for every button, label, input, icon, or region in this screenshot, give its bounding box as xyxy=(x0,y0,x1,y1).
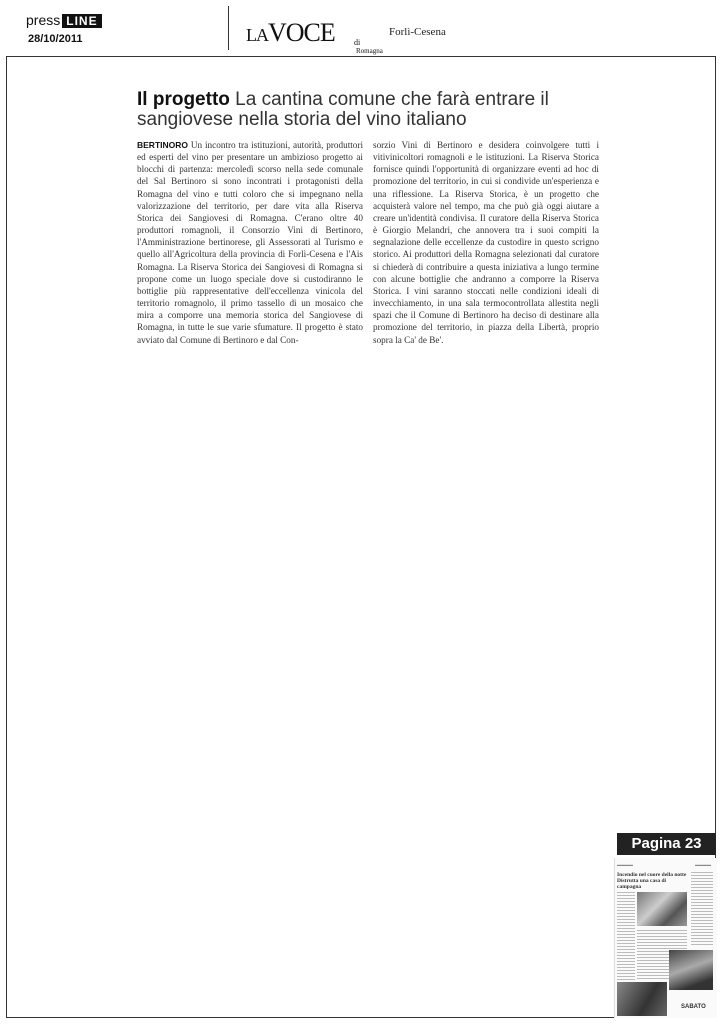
article-title xyxy=(137,90,587,130)
newspaper-logo xyxy=(246,18,383,55)
clipping-header xyxy=(0,0,724,54)
page-number-badge: Pagina 23 xyxy=(617,833,716,855)
logo-voce: VOCE xyxy=(268,18,335,47)
thumb-header-left: ▬▬▬▬ xyxy=(617,862,633,867)
column-2-text: sorzio Vini di Bertinoro e desidera coinvolgere tutti i vitivinicoltori romagnoli e le istituzioni. La Riserva Storica fornisce quindi l'opportunità di organizzare eventi ad hoc di promozione del territorio, in cui si condivide un'esperienza e una riflessione. La Riserva Storica, è un progetto che acquisterà valore nel tempo, ma che può già oggi aiutare a creare un'identità condivisa. Il curatore della Riserva Storica è Giorgio Melandri, che annovera tra i suoi compiti la segnalazione delle eccellenze da custodire in questo scrigno storico. Ai produttori della Romagna selezionati dal curatore si chiederà di contribuire a questa iniziativa a lungo termine con alcune bottiglie che andranno a comporre la Riserva Storica. I vini saranno stoccati nelle condizioni ideali di invecchiamento, in una sala termocontrollata allestita negli spazi che il Comune di Bertinoro ha deciso di destinare alla promozione del territorio, in piazza della Libertà, proprio sopra la Ca' de Be'. xyxy=(373,140,599,345)
logo-la: LA xyxy=(246,25,268,45)
press-text: press xyxy=(26,12,61,28)
pressline-logo xyxy=(26,12,102,28)
title-text: La cantina comune che farà entrare il sangiovese nella storia del vino italiano xyxy=(137,89,549,130)
title-kicker: Il progetto xyxy=(137,89,230,110)
logo-di: di xyxy=(354,38,361,47)
article-column-2 xyxy=(373,139,599,346)
article-column-1 xyxy=(137,139,363,346)
thumb-header-right: ▬▬▬▬ xyxy=(695,862,711,867)
thumb-title: Incendio nel cuore della notte Distrutta una casa di campagna xyxy=(617,872,687,890)
header-divider xyxy=(228,6,229,50)
column-1-text: Un incontro tra istituzioni, autorità, produttori ed esperti del vino per presentare un ambizioso progetto ai blocchi di partenza: mercoledì scorso nella sede comunale del Sal Bertinoro si sono incontrati i protagonisti della Romagna del vino e tutti coloro che si impegnano nella valorizzazione del territorio, per dare vita alla Riserva Storica dei Sangiovesi di Romagna. C'erano oltre 40 produttori romagnoli, il Consorzio Vini di Bertinoro, l'Amministrazione bertinorese, gli Assessorati al Turismo e quello all'Agricoltura della provincia di Forlì-Cesena e l'Ais Romagna. La Riserva Storica dei Sangiovesi di Romagna si propone come un luogo speciale dove si custodiranno le bottiglie più rappresentative dell'eccellenza vinicola del territorio romagnolo, il primo tassello di un mosaico che mira a comporre una memoria storica del Sangiovese di Romagna, in tutte le sue varie sfumature. Il progetto è stato avviato dal Comune di Bertinoro e dal Con- xyxy=(137,140,364,345)
thumb-photo xyxy=(669,950,713,990)
page-thumbnail[interactable] xyxy=(614,858,717,1018)
thumb-photo xyxy=(617,982,667,1016)
line-text: LINE xyxy=(62,14,101,28)
thumb-text-block xyxy=(691,872,713,946)
dateline: BERTINORO xyxy=(137,140,188,150)
clipping-date: 28/10/2011 xyxy=(28,33,83,45)
thumb-footer: SABATO xyxy=(681,1004,706,1010)
thumb-text-block xyxy=(617,892,635,982)
logo-romagna: Romagna xyxy=(356,47,383,55)
edition-region: Forlì-Cesena xyxy=(389,26,446,38)
thumb-photo xyxy=(637,892,687,926)
